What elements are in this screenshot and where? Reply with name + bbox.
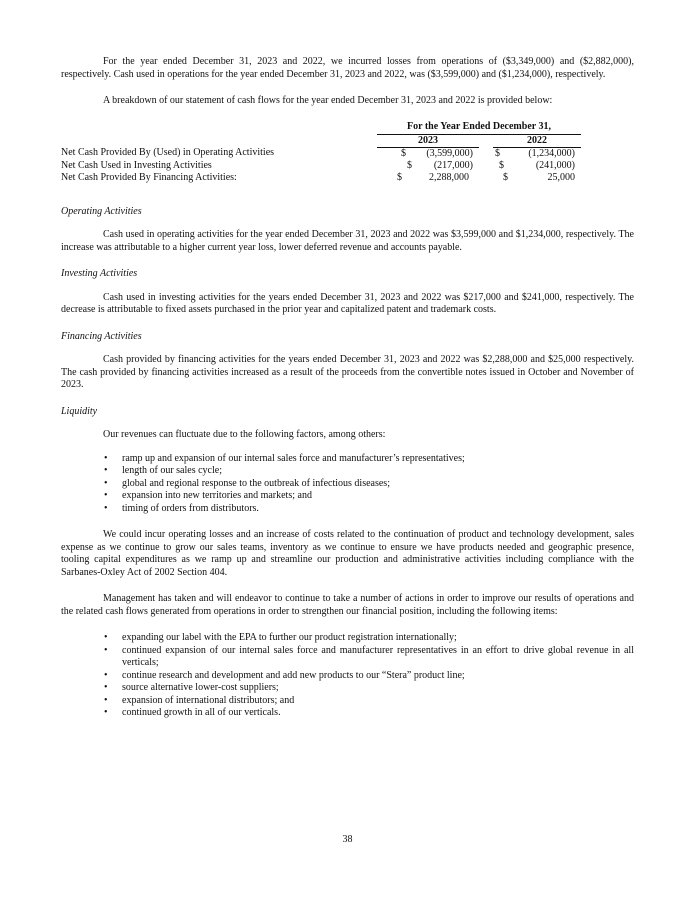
operating-losses-paragraph: We could incur operating losses and an increase of costs related to the continuation of product and technology development, sales expense as we continue to grow our sales teams, inventory as we continue to ensure we have products needed and geographic presence, tooling capital expenditures as we ramp up and streamline our production and administrative activities including compliance with the Sarbanes-Oxley Act of 2002 Section 404. bbox=[61, 529, 634, 578]
financing-activities-paragraph: Cash provided by financing activities for the years ended December 31, 2023 and 2022 was $2,288,000 and $25,000 respectively. The cash provided by financing activities increased as a result of the proceeds from the convertible notes issued in October and November of 2023. bbox=[61, 354, 634, 390]
cash-flow-table bbox=[61, 121, 581, 184]
currency-symbol: $ bbox=[401, 147, 406, 159]
bullet: • bbox=[104, 682, 108, 693]
table-header-row bbox=[61, 121, 581, 135]
management-actions-list bbox=[61, 632, 634, 720]
period-header: For the Year Ended December 31, bbox=[377, 121, 581, 135]
row-label-financing: Net Cash Provided By Financing Activities: bbox=[61, 171, 237, 183]
operating-2023-value: (3,599,000) bbox=[426, 147, 473, 159]
year-2022-header: 2022 bbox=[493, 134, 581, 147]
currency-symbol: $ bbox=[495, 147, 500, 159]
row-label-investing: Net Cash Used in Investing Activities bbox=[61, 159, 212, 171]
currency-symbol: $ bbox=[499, 159, 504, 171]
list-item: • expansion into new territories and markets; and bbox=[104, 490, 312, 501]
bullet: • bbox=[104, 477, 108, 489]
list-item: • expanding our label with the EPA to further our product registration internationally; bbox=[104, 632, 457, 643]
bullet: • bbox=[104, 694, 108, 706]
bullet: • bbox=[104, 707, 108, 718]
financing-2022-value: 25,000 bbox=[547, 171, 575, 183]
investing-2022-value: (241,000) bbox=[535, 159, 575, 171]
currency-symbol: $ bbox=[397, 171, 402, 183]
row-label-operating: Net Cash Provided By (Used) in Operating Activities bbox=[61, 147, 275, 159]
list-item: • length of our sales cycle; bbox=[104, 465, 222, 476]
list-item: • expansion of international distributors; and bbox=[104, 694, 295, 706]
financing-2023-value: 2,288,000 bbox=[429, 171, 469, 183]
operating-activities-paragraph: Cash used in operating activities for the year ended December 31, 2023 and 2022 was $3,599,000 and $1,234,000, respectively. The increase was attributable to a higher current year loss, lower deferred revenue and accounts payable. bbox=[61, 229, 634, 253]
operating-activities-heading: Operating Activities bbox=[61, 205, 142, 217]
bullet: • bbox=[104, 632, 108, 643]
liquidity-heading: Liquidity bbox=[61, 405, 98, 417]
list-item: • global and regional response to the outbreak of infectious diseases; bbox=[104, 477, 390, 489]
revenue-factors-list bbox=[61, 453, 634, 516]
list-item: • source alternative lower-cost suppliers; bbox=[104, 682, 279, 693]
list-item: • continued growth in all of our verticals. bbox=[104, 707, 281, 718]
investing-activities-heading: Investing Activities bbox=[61, 268, 138, 279]
bullet: • bbox=[104, 669, 108, 681]
table-years-row bbox=[61, 134, 581, 147]
liquidity-intro: Our revenues can fluctuate due to the following factors, among others: bbox=[103, 429, 386, 440]
bullet: • bbox=[104, 465, 108, 476]
page-number: 38 bbox=[342, 834, 353, 845]
table-row bbox=[61, 160, 581, 172]
operating-2022-value: (1,234,000) bbox=[528, 147, 575, 159]
year-2023-header: 2023 bbox=[377, 134, 479, 147]
investing-2023-value: (217,000) bbox=[433, 159, 473, 171]
losses-paragraph: For the year ended December 31, 2023 and 2022, we incurred losses from operations of ($3,349,000) and ($2,882,000), respectively. Cash used in operations for the year ended December 31, 2023 and 2022, was ($3,599,000) and ($1,234,000), respectively. bbox=[61, 56, 634, 80]
currency-symbol: $ bbox=[407, 159, 412, 171]
page-content bbox=[61, 56, 634, 720]
bullet: • bbox=[104, 644, 108, 656]
investing-activities-paragraph: Cash used in investing activities for the years ended December 31, 2023 and 2022 was $217,000 and $241,000, respectively. The decrease is attributable to fixed assets purchased in the prior year and capitalized patent and trademark costs. bbox=[61, 291, 634, 315]
breakdown-paragraph: A breakdown of our statement of cash flows for the year ended December 31, 2023 and 2022 is provided below: bbox=[103, 95, 553, 106]
table-row bbox=[61, 147, 581, 160]
list-item: • timing of orders from distributors. bbox=[104, 502, 259, 514]
bullet: • bbox=[104, 502, 108, 514]
bullet: • bbox=[104, 452, 108, 464]
table-row bbox=[61, 172, 581, 184]
management-actions-paragraph: Management has taken and will endeavor to continue to take a number of actions in order to improve our results of operations and the related cash flows generated from operations in order to strengthen our financial position, including the following items: bbox=[61, 593, 634, 617]
list-item: • continue research and development and add new products to our “Stera” product line; bbox=[104, 669, 465, 681]
bullet: • bbox=[104, 490, 108, 501]
list-item: • continued expansion of our internal sales force and manufacturer representatives in an effort to drive global revenue in all verticals; bbox=[104, 644, 634, 668]
list-item: • ramp up and expansion of our internal sales force and manufacturer’s representatives; bbox=[104, 452, 465, 464]
financing-activities-heading: Financing Activities bbox=[61, 330, 142, 342]
currency-symbol: $ bbox=[503, 171, 508, 183]
